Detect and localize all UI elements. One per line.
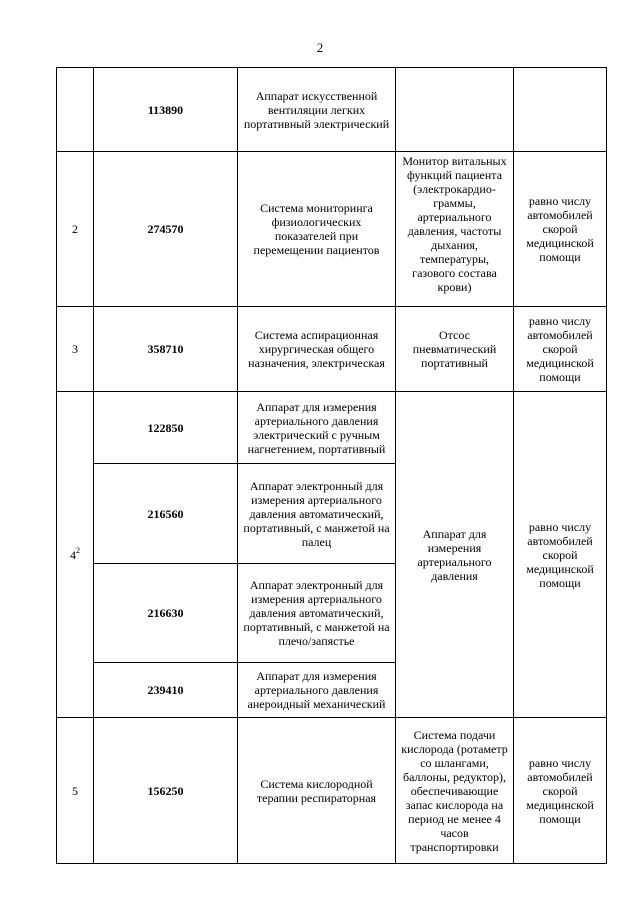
code-cell: 216560 (94, 464, 238, 564)
table-row (57, 152, 607, 307)
equipment-table (56, 67, 607, 864)
quantity-cell: равно числу автомобилей скорой медицинской помощи (514, 718, 607, 864)
row-number-cell: 5 (57, 718, 94, 864)
footnote-mark: 2 (76, 545, 80, 555)
table-row (57, 718, 607, 864)
quantity-cell (514, 68, 607, 152)
code-cell: 358710 (94, 307, 238, 392)
code-cell: 113890 (94, 68, 238, 152)
row-number-cell: 3 (57, 307, 94, 392)
page-number: 2 (316, 40, 324, 55)
name-cell: Система кислородной терапии респираторная (238, 718, 396, 864)
code-cell: 216630 (94, 564, 238, 663)
name-cell: Аппарат электронный для измерения артериального давления автоматический, портативный, с манжетой на палец (238, 464, 396, 564)
quantity-cell: равно числу автомобилей скорой медицинской помощи (514, 392, 607, 718)
table-row (57, 392, 607, 464)
row-number-cell (57, 68, 94, 152)
row-number-cell: 2 (57, 152, 94, 307)
type-cell: Аппарат для измерения артериального давления (396, 392, 514, 718)
row-number-cell (57, 392, 94, 718)
type-cell: Монитор витальных функций пациента (электрокардио-граммы, артериального давления, частоты дыхания, температуры, газового состава крови) (396, 152, 514, 307)
name-cell: Аппарат для измерения артериального давления анероидный механический (238, 663, 396, 718)
type-cell: Система подачи кислорода (ротаметр со шлангами, баллоны, редуктор), обеспечивающие запас кислорода на период не менее 4 часов транспортировки (396, 718, 514, 864)
code-cell: 239410 (94, 663, 238, 718)
name-cell: Аппарат для измерения артериального давления электрический с ручным нагнетением, портативный (238, 392, 396, 464)
code-cell: 122850 (94, 392, 238, 464)
table-row (57, 68, 607, 152)
name-cell: Аппарат искусственной вентиляции легких портативный электрический (238, 68, 396, 152)
type-cell (396, 68, 514, 152)
type-cell: Отсос пневматический портативный (396, 307, 514, 392)
name-cell: Система аспирационная хирургическая общего назначения, электрическая (238, 307, 396, 392)
quantity-cell: равно числу автомобилей скорой медицинской помощи (514, 307, 607, 392)
quantity-cell: равно числу автомобилей скорой медицинской помощи (514, 152, 607, 307)
name-cell: Аппарат электронный для измерения артериального давления автоматический, портативный, с манжетой на плечо/запястье (238, 564, 396, 663)
code-cell: 156250 (94, 718, 238, 864)
row-number: 4 (70, 547, 76, 562)
table-row (57, 307, 607, 392)
code-cell: 274570 (94, 152, 238, 307)
name-cell: Система мониторинга физиологических показателей при перемещении пациентов (238, 152, 396, 307)
